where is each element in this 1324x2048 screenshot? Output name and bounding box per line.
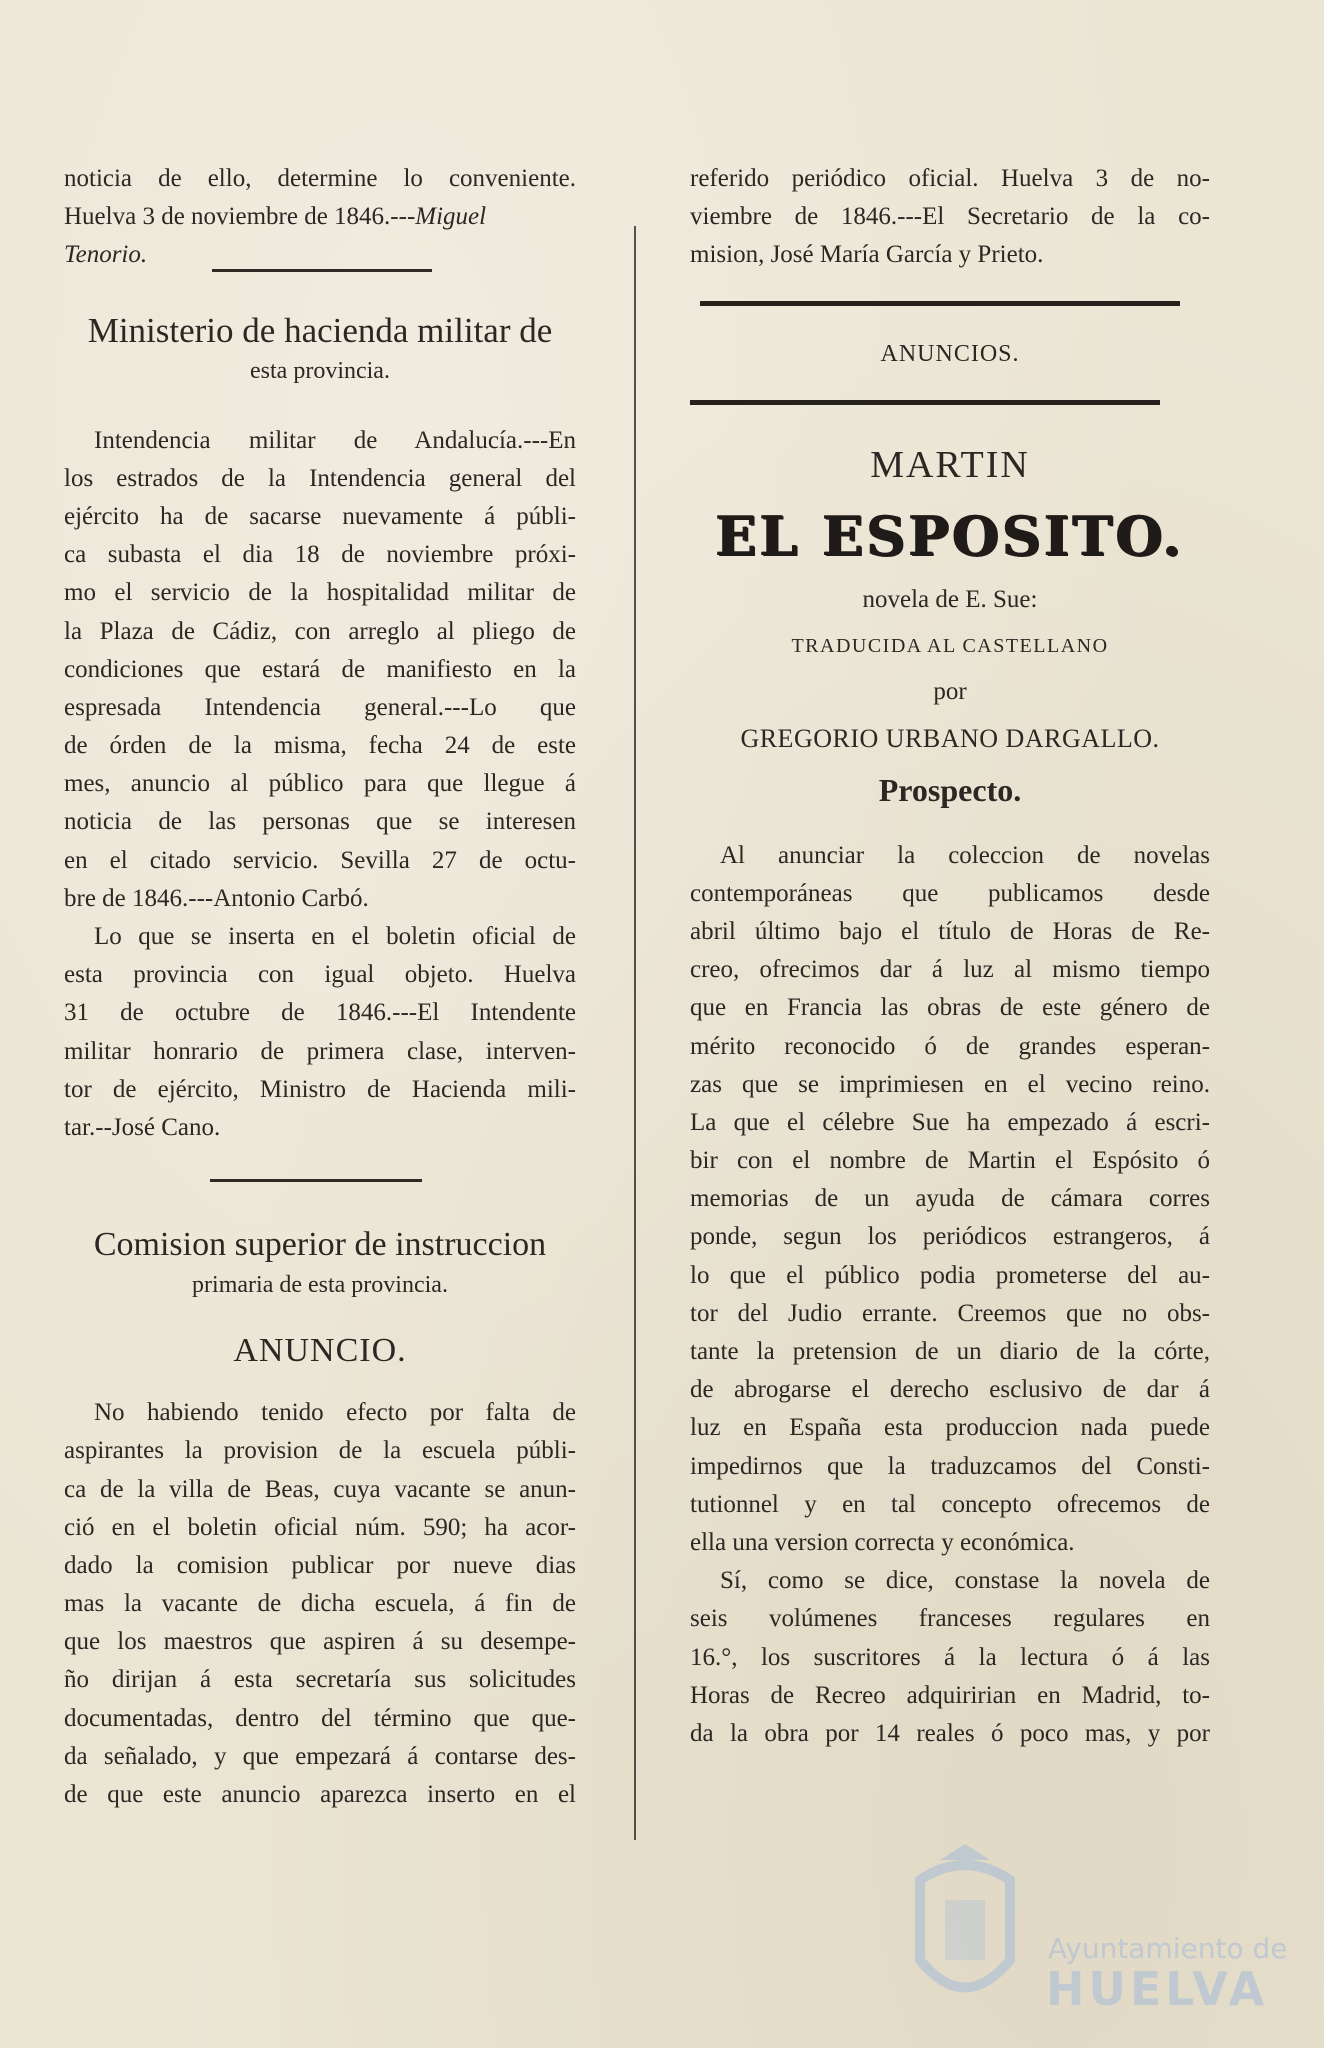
- text-line: Horas de Recreo adquiririan en Madrid, to-: [690, 1681, 1210, 1709]
- text-line: tutionnel y en tal concepto ofrecemos de: [690, 1490, 1210, 1518]
- anuncios-heading: ANUNCIOS.: [880, 340, 1020, 367]
- text-line: mérito reconocido ó de grandes esperan-: [690, 1032, 1210, 1060]
- text-line: memorias de un ayuda de cámara corres: [690, 1185, 1210, 1213]
- text-line: da la obra por 14 reales ó poco mas, y por: [690, 1719, 1210, 1747]
- text-line: viembre de 1846.---El Secretario de la co-: [690, 203, 1210, 231]
- signature-name: Miguel: [415, 203, 487, 231]
- paragraph: [64, 1394, 576, 1814]
- column-divider: [634, 226, 636, 1840]
- signature-surname: Tenorio.: [64, 241, 148, 269]
- text-line: Al anunciar la coleccion de novelas: [720, 841, 1210, 869]
- text-line: documentadas, dentro del término que que-: [64, 1704, 576, 1732]
- text-line: Sí, como se dice, constase la novela de: [720, 1567, 1210, 1595]
- spacer: [64, 1302, 576, 1328]
- left-column: [64, 160, 576, 1814]
- text-line: bre de 1846.---Antonio Carbó.: [64, 884, 369, 912]
- paragraph: [690, 837, 1210, 1563]
- text-line: mes, anuncio al público para que llegue á: [64, 770, 576, 798]
- paragraph: [64, 918, 576, 1147]
- text-line: seis volúmenes franceses regulares en: [690, 1605, 1210, 1633]
- text-fragment: Huelva 3 de noviembre de 1846.---: [64, 203, 416, 231]
- watermark-logo: [900, 1840, 1288, 2020]
- translated-label: TRADUCIDA AL CASTELLANO: [791, 634, 1109, 657]
- section-heading: Comision superior de instruccion: [93, 1226, 547, 1264]
- text-line: en el citado servicio. Sevilla 27 de octu-: [64, 846, 576, 874]
- text-line: condiciones que estará de manifiesto en la: [64, 655, 576, 683]
- text-line: que los maestros que aspiren á su desempe-: [64, 1628, 576, 1656]
- text-line: de órden de la misma, fecha 24 de este: [64, 732, 576, 760]
- text-line: militar honrario de primera clase, interven-: [64, 1037, 576, 1065]
- section-rule: [212, 269, 432, 272]
- text-line: la Plaza de Cádiz, con arreglo al pliego de: [64, 617, 576, 645]
- text-line: 16.°, los suscritores á la lectura ó á las: [690, 1643, 1210, 1671]
- spacer: [690, 571, 1210, 581]
- section-subheading: esta provincia.: [250, 357, 390, 384]
- text-line: luz en España esta produccion nada puede: [690, 1414, 1210, 1442]
- section-rule: [690, 400, 1160, 405]
- section-subheading: primaria de esta provincia.: [192, 1272, 448, 1299]
- text-line: de que este anuncio aparezca inserto en el: [64, 1781, 576, 1808]
- text-line: Intendencia militar de Andalucía.---En: [94, 426, 576, 454]
- prospecto-heading: Prospecto.: [878, 771, 1022, 808]
- spacer: [690, 491, 1210, 501]
- text-line: lo que el público podia prometerse del au-: [690, 1261, 1210, 1289]
- text-line: los estrados de la Intendencia general del: [64, 464, 576, 492]
- text-line: ca de la villa de Beas, cuya vacante se anun-: [64, 1475, 576, 1503]
- text-line: 31 de octubre de 1846.---El Intendente: [64, 999, 576, 1027]
- section-rule: [210, 1179, 422, 1182]
- text-line: ponde, segun los periódicos estrangeros, á: [690, 1223, 1210, 1251]
- text-line: aspirantes la provision de la escuela públi-: [64, 1437, 576, 1465]
- section-rule: [700, 301, 1180, 306]
- text-line: espresada Intendencia general.---Lo que: [64, 693, 576, 721]
- paragraph: [690, 1562, 1210, 1753]
- text-line: bir con el nombre de Martin el Espósito ó: [690, 1147, 1210, 1175]
- text-line: [64, 198, 576, 236]
- text-line: Lo que se inserta en el boletin oficial de: [94, 923, 576, 950]
- watermark-text-big: HUELVA: [1046, 1962, 1269, 2016]
- book-title-line2: EL ESPOSITO.: [715, 503, 1185, 568]
- text-line: ció en el boletin oficial núm. 590; ha acor-: [64, 1513, 576, 1541]
- text-line: esta provincia con igual objeto. Huelva: [64, 961, 576, 989]
- spacer: [690, 759, 1210, 767]
- text-line: impedirnos que la traduzcamos del Consti-: [690, 1452, 1210, 1480]
- por-label: por: [933, 677, 967, 705]
- text-line: tor del Judio errante. Creemos que no obs-: [690, 1299, 1210, 1327]
- spacer: [690, 663, 1210, 673]
- text-line: mo el servicio de la hospitalidad militar de: [64, 579, 576, 607]
- text-line: ella una version correcta y económica.: [690, 1528, 1075, 1556]
- section-heading: Ministerio de hacienda militar de: [87, 310, 553, 350]
- text-line: noticia de las personas que se interesen: [64, 808, 576, 836]
- anuncio-heading: ANUNCIO.: [233, 1332, 407, 1370]
- spacer: [64, 388, 576, 422]
- text-line: dado la comision publicar por nueve dias: [64, 1551, 576, 1579]
- text-line: noticia de ello, determine lo conveniente.: [64, 165, 576, 192]
- right-column: [690, 160, 1210, 1753]
- spacer: [690, 619, 1210, 629]
- text-line: mision, José María García y Prieto.: [690, 241, 1044, 269]
- text-line: creo, ofrecimos dar á luz al mismo tiempo: [690, 956, 1210, 984]
- spacer: [690, 711, 1210, 719]
- crest-icon: [900, 1840, 1030, 2020]
- text-line: ejército ha de sacarse nuevamente á públi-: [64, 502, 576, 530]
- book-author: novela de E. Sue:: [862, 585, 1038, 613]
- text-line: que en Francia las obras de este género de: [690, 994, 1210, 1022]
- text-line: referido periódico oficial. Huelva 3 de no-: [690, 165, 1210, 192]
- text-line: zas que se imprimiesen en el vecino reino.: [690, 1070, 1210, 1098]
- text-line: ño dirijan á esta secretaría sus solicitudes: [64, 1666, 576, 1694]
- book-title-line1: MARTIN: [870, 443, 1030, 486]
- translator-name: GREGORIO URBANO DARGALLO.: [740, 723, 1160, 753]
- text-line: abril último bajo el título de Horas de Re-: [690, 917, 1210, 945]
- text-line: tar.--José Cano.: [64, 1113, 221, 1141]
- text-line: contemporáneas que publicamos desde: [690, 879, 1210, 907]
- watermark-text-small: Ayuntamiento de: [1048, 1932, 1288, 1965]
- text-line: No habiendo tenido efecto por falta de: [94, 1399, 576, 1427]
- text-line: mas la vacante de dicha escuela, á fin de: [64, 1590, 576, 1618]
- text-line: tor de ejército, Ministro de Hacienda mili-: [64, 1075, 576, 1103]
- spacer: [64, 1374, 576, 1394]
- text-line: La que el célebre Sue ha empezado á escri-: [690, 1108, 1210, 1136]
- paragraph: [64, 422, 576, 918]
- text-line: de abrogarse el derecho esclusivo de dar á: [690, 1376, 1210, 1404]
- text-line: tante la pretension de un diario de la córte,: [690, 1338, 1210, 1365]
- text-line: ca subasta el dia 18 de noviembre próxi-: [64, 541, 576, 569]
- spacer: [690, 813, 1210, 837]
- text-line: da señalado, y que empezará á contarse des-: [64, 1742, 576, 1770]
